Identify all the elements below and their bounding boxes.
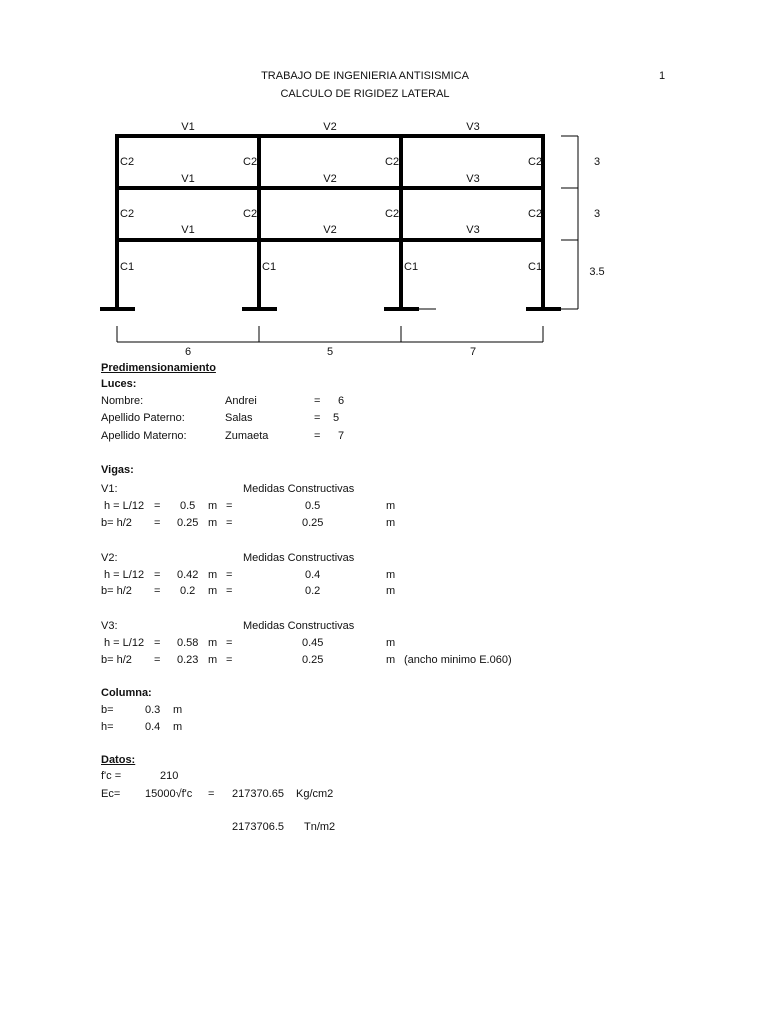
viga-unit: m bbox=[208, 500, 218, 512]
viga-unit: m bbox=[386, 654, 396, 666]
columna-unit: m bbox=[173, 721, 183, 733]
luces-name: Salas bbox=[225, 412, 253, 424]
viga-name: V3: bbox=[101, 620, 118, 632]
viga-eq: = bbox=[226, 517, 233, 529]
beam-label-v3: V3 bbox=[466, 224, 480, 236]
beam-label-v1: V1 bbox=[181, 224, 195, 236]
viga-unit: m bbox=[208, 517, 218, 529]
viga-b-value: 0.23 bbox=[177, 654, 199, 666]
column-label-c2: C2 bbox=[243, 156, 258, 168]
viga-eq: = bbox=[226, 637, 233, 649]
viga-b-formula: b= h/2 bbox=[101, 517, 132, 529]
fc-value: 210 bbox=[160, 770, 179, 782]
viga-eq: = bbox=[154, 517, 161, 529]
viga-b-constructive: 0.2 bbox=[305, 585, 321, 597]
beam-label-v3: V3 bbox=[466, 121, 480, 133]
viga-h-value: 0.5 bbox=[180, 500, 196, 512]
columna-b-label: b= bbox=[101, 704, 114, 716]
luces-heading: Luces: bbox=[101, 378, 137, 390]
luces-eq: = bbox=[314, 412, 321, 424]
beam-label-v2: V2 bbox=[323, 173, 337, 185]
viga-h-formula: h = L/12 bbox=[104, 500, 145, 512]
medidas-label: Medidas Constructivas bbox=[243, 483, 355, 495]
viga-eq: = bbox=[154, 585, 161, 597]
viga-unit: m bbox=[208, 569, 218, 581]
beam-label-v1: V1 bbox=[181, 121, 195, 133]
viga-eq: = bbox=[154, 500, 161, 512]
viga-name: V1: bbox=[101, 483, 118, 495]
beam-label-v3: V3 bbox=[466, 173, 480, 185]
column-label-c2: C2 bbox=[243, 208, 258, 220]
ec-unit: Kg/cm2 bbox=[296, 788, 334, 800]
column-label-c1: C1 bbox=[528, 261, 543, 273]
luces-value: 7 bbox=[338, 430, 345, 442]
span-length: 6 bbox=[184, 346, 192, 358]
viga-unit: m bbox=[208, 637, 218, 649]
column-label-c1: C1 bbox=[120, 261, 135, 273]
viga-h-constructive: 0.5 bbox=[305, 500, 321, 512]
viga-eq: = bbox=[154, 637, 161, 649]
column-label-c2: C2 bbox=[120, 208, 135, 220]
ec-formula: 15000√f'c bbox=[145, 788, 193, 800]
viga-b-value: 0.2 bbox=[180, 585, 196, 597]
viga-eq: = bbox=[154, 569, 161, 581]
viga-eq: = bbox=[226, 585, 233, 597]
viga-note: (ancho minimo E.060) bbox=[404, 654, 512, 666]
story-height: 3 bbox=[593, 156, 601, 168]
medidas-label: Medidas Constructivas bbox=[243, 552, 355, 564]
ec-eq: = bbox=[208, 788, 215, 800]
viga-name: V2: bbox=[101, 552, 118, 564]
viga-b-value: 0.25 bbox=[177, 517, 199, 529]
page-number: 1 bbox=[658, 70, 666, 82]
viga-b-constructive: 0.25 bbox=[302, 654, 324, 666]
document-subtitle: CALCULO DE RIGIDEZ LATERAL bbox=[280, 88, 450, 100]
section-heading-predim: Predimensionamiento bbox=[101, 362, 216, 374]
viga-unit: m bbox=[386, 500, 396, 512]
column-label-c2: C2 bbox=[120, 156, 135, 168]
luces-eq: = bbox=[314, 395, 321, 407]
ec2-value: 2173706.5 bbox=[232, 821, 284, 833]
medidas-label: Medidas Constructivas bbox=[243, 620, 355, 632]
viga-unit: m bbox=[386, 637, 396, 649]
columna-h-value: 0.4 bbox=[145, 721, 161, 733]
beam-label-v2: V2 bbox=[323, 224, 337, 236]
columna-heading: Columna: bbox=[101, 687, 152, 699]
columna-unit: m bbox=[173, 704, 183, 716]
luces-value: 6 bbox=[338, 395, 345, 407]
luces-name: Andrei bbox=[225, 395, 257, 407]
viga-eq: = bbox=[226, 654, 233, 666]
fc-label: f'c = bbox=[101, 770, 122, 782]
viga-b-constructive: 0.25 bbox=[302, 517, 324, 529]
column-label-c2: C2 bbox=[385, 156, 400, 168]
luces-eq: = bbox=[314, 430, 321, 442]
vigas-heading: Vigas: bbox=[101, 464, 134, 476]
viga-eq: = bbox=[226, 569, 233, 581]
luces-label: Apellido Materno: bbox=[101, 430, 187, 442]
viga-eq: = bbox=[226, 500, 233, 512]
viga-unit: m bbox=[208, 585, 218, 597]
luces-label: Nombre: bbox=[101, 395, 144, 407]
viga-h-formula: h = L/12 bbox=[104, 569, 145, 581]
column-label-c2: C2 bbox=[528, 156, 543, 168]
ec2-unit: Tn/m2 bbox=[304, 821, 336, 833]
column-label-c2: C2 bbox=[385, 208, 400, 220]
viga-h-constructive: 0.45 bbox=[302, 637, 324, 649]
beam-label-v2: V2 bbox=[323, 121, 337, 133]
document-title: TRABAJO DE INGENIERIA ANTISISMICA bbox=[261, 70, 469, 82]
story-height: 3 bbox=[593, 208, 601, 220]
luces-label: Apellido Paterno: bbox=[101, 412, 185, 424]
viga-unit: m bbox=[386, 517, 396, 529]
viga-unit: m bbox=[208, 654, 218, 666]
column-label-c2: C2 bbox=[528, 208, 543, 220]
viga-unit: m bbox=[386, 569, 396, 581]
column-label-c1: C1 bbox=[404, 261, 419, 273]
viga-b-formula: b= h/2 bbox=[101, 654, 132, 666]
span-length: 5 bbox=[326, 346, 334, 358]
frame-diagram bbox=[0, 0, 768, 360]
luces-name: Zumaeta bbox=[225, 430, 269, 442]
viga-h-value: 0.42 bbox=[177, 569, 199, 581]
ec-value: 217370.65 bbox=[232, 788, 284, 800]
viga-b-formula: b= h/2 bbox=[101, 585, 132, 597]
columna-h-label: h= bbox=[101, 721, 114, 733]
luces-value: 5 bbox=[333, 412, 340, 424]
columna-b-value: 0.3 bbox=[145, 704, 161, 716]
beam-label-v1: V1 bbox=[181, 173, 195, 185]
datos-heading: Datos: bbox=[101, 754, 136, 766]
column-label-c1: C1 bbox=[262, 261, 277, 273]
viga-h-value: 0.58 bbox=[177, 637, 199, 649]
viga-h-constructive: 0.4 bbox=[305, 569, 321, 581]
span-length: 7 bbox=[469, 346, 477, 358]
ec-label: Ec= bbox=[101, 788, 121, 800]
viga-eq: = bbox=[154, 654, 161, 666]
viga-unit: m bbox=[386, 585, 396, 597]
viga-h-formula: h = L/12 bbox=[104, 637, 145, 649]
story-height: 3.5 bbox=[589, 266, 605, 278]
